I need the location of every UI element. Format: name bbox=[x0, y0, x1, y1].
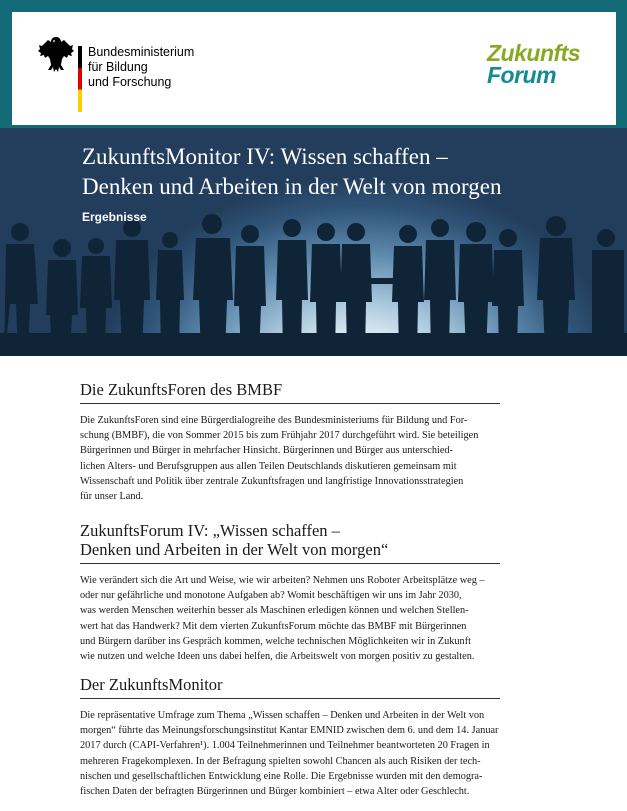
body-line: lichen Alters- und Berufsgruppen aus allen Teilen Deutschlands diskutieren gemeinsam mit bbox=[80, 460, 457, 472]
body-line: wie nutzen und welche Ideen uns dabei helfen, die Arbeitswelt von morgen positiv zu gestalten. bbox=[80, 651, 475, 663]
hero-subtitle: Ergebnisse bbox=[82, 210, 147, 224]
body-line: Bürgerinnen und Bürger in mehrfacher Hinsicht. Bürgerinnen und Bürger aus unterschied- bbox=[80, 445, 453, 457]
ministry-line: für Bildung bbox=[88, 60, 148, 74]
section-zukunftsmonitor bbox=[80, 675, 500, 799]
section-heading bbox=[80, 521, 500, 564]
german-flag-stripe-icon bbox=[78, 46, 82, 112]
body-line: Die repräsentative Umfrage zum Thema „Wissen schaffen – Denken und Arbeiten in der Welt von bbox=[80, 710, 485, 721]
body-line: Wie verändert sich die Art und Weise, wie wir arbeiten? Nehmen uns Roboter Arbeitsplätze weg – bbox=[80, 575, 485, 586]
header-logo-box bbox=[12, 12, 616, 125]
body-line: Die ZukunftsForen sind eine Bürgerdialogreihe des Bundesministeriums für Bildung und For- bbox=[80, 415, 468, 426]
federal-eagle-icon bbox=[36, 34, 76, 78]
section-body bbox=[80, 573, 500, 664]
heading-line: ZukunftsForum IV: „Wissen schaffen – bbox=[80, 521, 340, 540]
hero-title-line: Denken und Arbeiten in der Welt von morgen bbox=[82, 174, 502, 199]
section-zukunftsforum-iv bbox=[80, 521, 500, 664]
heading-line: Die ZukunftsForen des BMBF bbox=[80, 380, 283, 399]
body-line: 2017 durch (CAPI-Verfahren¹). 1.004 Teilnehmerinnen und Teilnehmer beantworteten 20 Fragen in bbox=[80, 740, 490, 752]
body-line: mehreren Fragekomplexen. In der Befragung spielten sowohl Chancen als auch Risiken der tech- bbox=[80, 755, 481, 767]
body-line: Wissenschaft und Politik über zentrale Zukunftsfragen und langfristige Innovationsstrategien bbox=[80, 475, 464, 487]
section-zukunftsforen bbox=[80, 380, 500, 504]
ministry-line: und Forschung bbox=[88, 75, 172, 89]
body-line: und Bürgern darüber ins Gespräch kommen, welche technischen Möglichkeiten wir in Zukunft bbox=[80, 635, 471, 647]
section-heading bbox=[80, 380, 500, 404]
body-line: wert hat das Handwerk? Mit dem vierten ZukunftsForum möchte das BMBF mit Bürgerinnen bbox=[80, 620, 467, 632]
zukunftsforum-logo bbox=[487, 42, 580, 86]
logo-line-2: Forum bbox=[487, 62, 557, 88]
section-body bbox=[80, 708, 500, 799]
logo-line-1: Zukunfts bbox=[487, 40, 581, 66]
hero-banner bbox=[0, 128, 627, 356]
body-line: morgen“ führte das Meinungsforschungsinstitut Kantar EMNID zwischen dem 6. und dem 14. Januar bbox=[80, 725, 499, 737]
ministry-name bbox=[88, 45, 194, 90]
body-line: oder nur gefährliche und monotone Aufgaben ab? Womit beschäftigen wir uns im Jahr 2030, bbox=[80, 590, 462, 602]
body-line: für unser Land. bbox=[80, 491, 144, 503]
body-line: was werden Menschen weiterhin besser als Maschinen erledigen können und welchen Stellen- bbox=[80, 605, 469, 617]
heading-line: Der ZukunftsMonitor bbox=[80, 675, 223, 694]
ministry-line: Bundesministerium bbox=[88, 45, 195, 59]
section-body bbox=[80, 413, 500, 504]
body-line: fischen Daten der befragten Bürgerinnen und Bürger kombiniert – etwa Alter oder Geschlecht. bbox=[80, 786, 470, 798]
heading-line: Denken und Arbeiten in der Welt von morgen“ bbox=[80, 540, 389, 559]
section-heading bbox=[80, 675, 500, 699]
hero-title-line: ZukunftsMonitor IV: Wissen schaffen – bbox=[82, 144, 448, 169]
hero-title bbox=[82, 142, 502, 202]
body-line: schung (BMBF), die von Sommer 2015 bis zum Frühjahr 2017 durchgeführt wird. Sie beteiligen bbox=[80, 430, 479, 442]
body-line: nischen und gesellschaftlichen Entwicklung eine Rolle. Die Ergebnisse wurden mit den demogra- bbox=[80, 770, 483, 782]
